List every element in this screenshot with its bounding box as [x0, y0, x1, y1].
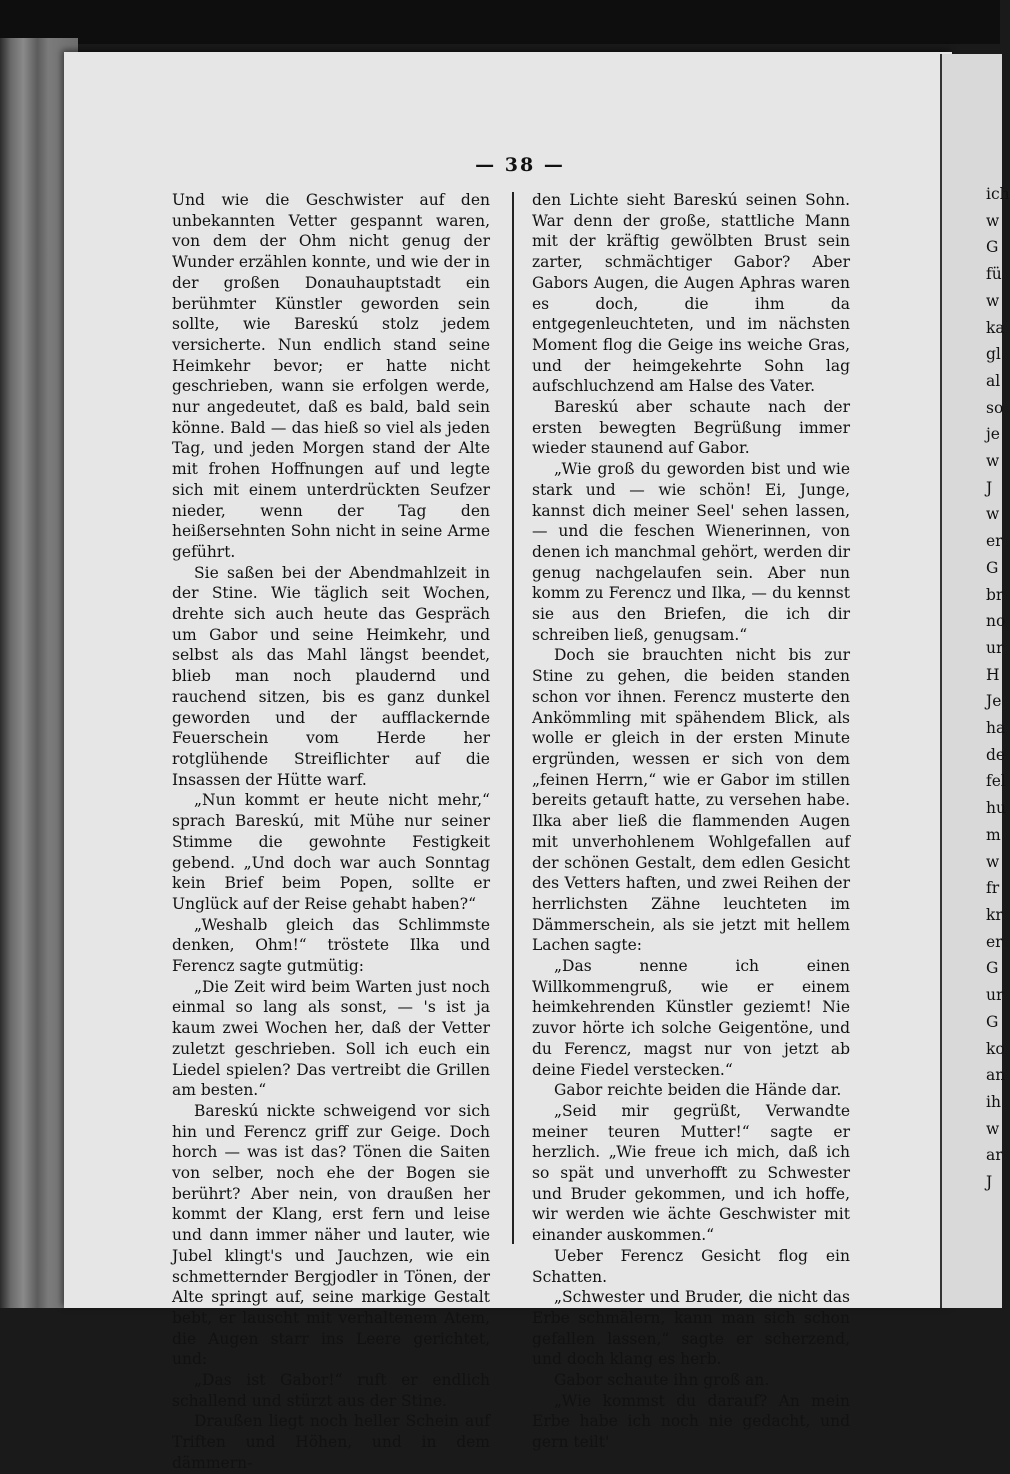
paragraph: Und wie die Geschwister auf den unbekannten Vetter gespannt waren, von dem der Ohm nicht genug der Wunder erzählen konnte, und wie der in der großen Donauhauptstadt ein berühmter Künstler geworden sein sollte, wie Bareskú stolz jedem versicherte. Nun endlich stand seine Heimkehr bevor; er hatte nicht geschrieben, wann sie erfolgen werde, nur angedeutet, daß es bald, bald sein könne. Bald — das hieß so viel als jeden Tag, und jeden Morgen stand der Alte mit frohen Hoffnungen auf und legte sich mit einem unterdrückten Seufzer nieder, wenn der Tag den heißersehnten Sohn nicht in seine Arme geführt. — [172, 191, 490, 561]
facing-page-fragment: J — [986, 1173, 993, 1192]
facing-page-fragment: w — [986, 852, 1000, 871]
facing-page-fragment: kr — [986, 905, 1003, 924]
facing-page-fragment: fü — [986, 265, 1002, 284]
facing-page-fragment: w — [986, 505, 1000, 524]
paragraph: Doch sie brauchten nicht bis zur Stine zu gehen, die beiden standen schon vor ihnen. Ferencz musterte den Ankömmling mit spähendem Blick, als wolle er gleich in der ersten Minute ergründen, wessen er sich von dem „feinen Herrn,“ wie er Gabor im stillen bereits getauft hatte, zu versehen habe. Ilka aber ließ die flammenden Augen mit unverhohlenem Wohlgefallen auf der schönen Gestalt, dem edlen Gesicht des Vetters haften, und zwei Reihen der herrlichsten Zähne leuchteten im Dämmerschein, als sie jetzt mit hellem Lachen sagte: — [532, 646, 850, 955]
facing-page-fragment: G — [986, 959, 999, 978]
facing-page-fragment: ih — [986, 1092, 1001, 1111]
facing-page-fragment: m — [986, 825, 1001, 844]
facing-page-fragment: br — [986, 585, 1004, 604]
paragraph: Bareskú nickte schweigend vor sich hin und Ferencz griff zur Geige. Doch horch — was ist das? Tönen die Saiten von selber, noch ehe der Bogen sie berührt? Aber nein, von draußen her kommt der Klang, erst fern und leise und dann immer näher und lauter, wie Jubel klingt's und Jauchzen, wie ein schmetternder Bergjodler in Tönen, der Alte springt auf, seine markige Gestalt bebt, er lauscht mit verhaltenem Atem, die Augen starr ins Leere gerichtet, und: — [172, 1101, 490, 1369]
facing-page-fragment: w — [986, 211, 1000, 230]
facing-page-fragment: w — [986, 452, 1000, 471]
paragraph: „Seid mir gegrüßt, Verwandte meiner teuren Mutter!“ sagte er herzlich. „Wie freue ich mich, daß ich so spät und unverhofft zu Schwester und Bruder gekommen, und ich hoffe, wir werden wie ächte Geschwister mit einander auskommen.“ — [532, 1101, 850, 1245]
facing-page-fragment: an — [986, 1066, 1006, 1085]
paragraph: „Wie groß du geworden bist und wie stark und — wie schön! Ei, Junge, kannst dich meiner Seel' sehen lassen, — und die feschen Wienerinnen, von denen ich manchmal gehört, werden dir genug nachgelaufen sein. Aber nun komm zu Ferencz und Ilka, — du kennst sie aus den Briefen, die ich dir schreiben ließ, genugsam.“ — [532, 460, 850, 644]
facing-page-fragment: hu — [986, 799, 1006, 818]
page-number: — 38 — — [475, 154, 565, 176]
paragraph: den Lichte sieht Bareskú seinen Sohn. War denn der große, stattliche Mann mit der kräftig gewölbten Brust sein zarter, schmächtiger Gabor? Aber Gabors Augen, die Augen Aphras waren es doch, die ihm da entgegenleuchteten, und im nächsten Moment flog die Geige ins weiche Gras, und der heimgekehrte Sohn lag aufschluchzend am Halse des Vater. — [532, 191, 850, 396]
facing-page-fragment: J — [986, 478, 993, 497]
left-text-column — [172, 190, 490, 1474]
facing-page-fragment: de — [986, 745, 1006, 764]
paragraph: Draußen liegt noch heller Schein auf Triften und Höhen, und in dem dämmern- — [172, 1412, 490, 1472]
facing-page-fragment: H — [986, 665, 1000, 684]
facing-page-fragment: ha — [986, 719, 1006, 738]
facing-page-fragment: er — [986, 532, 1003, 551]
paragraph: „Weshalb gleich das Schlimmste denken, Ohm!“ tröstete Ilka und Ferencz sagte gutmütig: — [172, 915, 490, 976]
facing-page-fragment: fr — [986, 879, 1000, 898]
facing-page-fragment: w — [986, 291, 1000, 310]
facing-page-text — [942, 54, 1010, 1193]
facing-page-edge — [940, 54, 1010, 1308]
facing-page-fragment: gl — [986, 345, 1001, 364]
facing-page-fragment: ar — [986, 1146, 1003, 1165]
paragraph: Gabor reichte beiden die Hände dar. — [554, 1081, 842, 1100]
facing-page-fragment: ur — [986, 986, 1004, 1005]
paragraph: „Schwester und Bruder, die nicht das Erbe schmälern, kann man sich schon gefallen lassen,“ sagte er scherzend, und doch klang es herb. — [532, 1288, 850, 1369]
facing-page-fragment: ur — [986, 638, 1004, 657]
scan-top-edge — [0, 0, 1000, 44]
paragraph: „Das nenne ich einen Willkommengruß, wie er einem heimkehrenden Künstler geziemt! Nie zuvor hörte ich solche Geigentöne, und du Ferencz, magst nur von jetzt ab deine Fiedel verstecken.“ — [532, 957, 850, 1079]
facing-page-fragment: G — [986, 558, 999, 577]
facing-page-fragment: er — [986, 932, 1003, 951]
facing-page-fragment: je — [986, 425, 1000, 444]
paragraph: Sie saßen bei der Abendmahlzeit in der Stine. Wie täglich seit Wochen, drehte sich auch heute das Gespräch um Gabor und seine Heimkehr, und selbst als das Mahl längst beendet, blieb man noch plaudernd und rauchend sitzen, bis es ganz dunkel geworden und der aufflackernde Feuerschein vom Herde her rotglühende Streiflichter auf die Insassen der Hütte warf. — [172, 563, 490, 789]
facing-page-fragment: ich — [986, 185, 1010, 203]
facing-page-fragment: ka — [986, 318, 1005, 337]
paragraph: „Die Zeit wird beim Warten just noch einmal so lang als sonst, — 's ist ja kaum zwei Wochen her, daß der Vetter zuletzt geschrieben. Soll ich euch ein Liedel spielen? Das vertreibt die Grillen am besten.“ — [172, 977, 490, 1100]
right-text-column — [532, 190, 850, 1453]
paragraph: „Wie kommst du darauf? An mein Erbe habe ich noch nie gedacht, und gern teilt' — [532, 1391, 850, 1452]
facing-page-fragment: fel — [986, 772, 1006, 791]
facing-page-fragment: no — [986, 612, 1006, 631]
facing-page-fragment: ko — [986, 1039, 1005, 1058]
facing-page-fragment: G — [986, 1012, 999, 1031]
paragraph: Gabor schaute ihn groß an. — [554, 1371, 770, 1390]
paragraph: „Nun kommt er heute nicht mehr,“ sprach Bareskú, mit Mühe nur seiner Stimme die gewohnte Festigkeit gebend. „Und doch war auch Sonntag kein Brief beim Popen, sollte er Unglück auf der Reise gehabt haben?“ — [172, 791, 490, 913]
facing-page-fragment: al — [986, 371, 1001, 390]
column-divider — [512, 192, 514, 1244]
paragraph: „Das ist Gabor!“ ruft er endlich schallend und stürzt aus der Stine. — [172, 1371, 490, 1410]
facing-page-fragment: Je — [986, 692, 1002, 711]
paragraph: Bareskú aber schaute nach der ersten bewegten Begrüßung immer wieder staunend auf Gabor. — [532, 398, 850, 458]
paragraph: Ueber Ferencz Gesicht flog ein Schatten. — [532, 1246, 850, 1286]
facing-page-fragment: w — [986, 1119, 1000, 1138]
facing-page-fragment: G — [986, 238, 999, 257]
facing-page-fragment: so — [986, 398, 1004, 417]
